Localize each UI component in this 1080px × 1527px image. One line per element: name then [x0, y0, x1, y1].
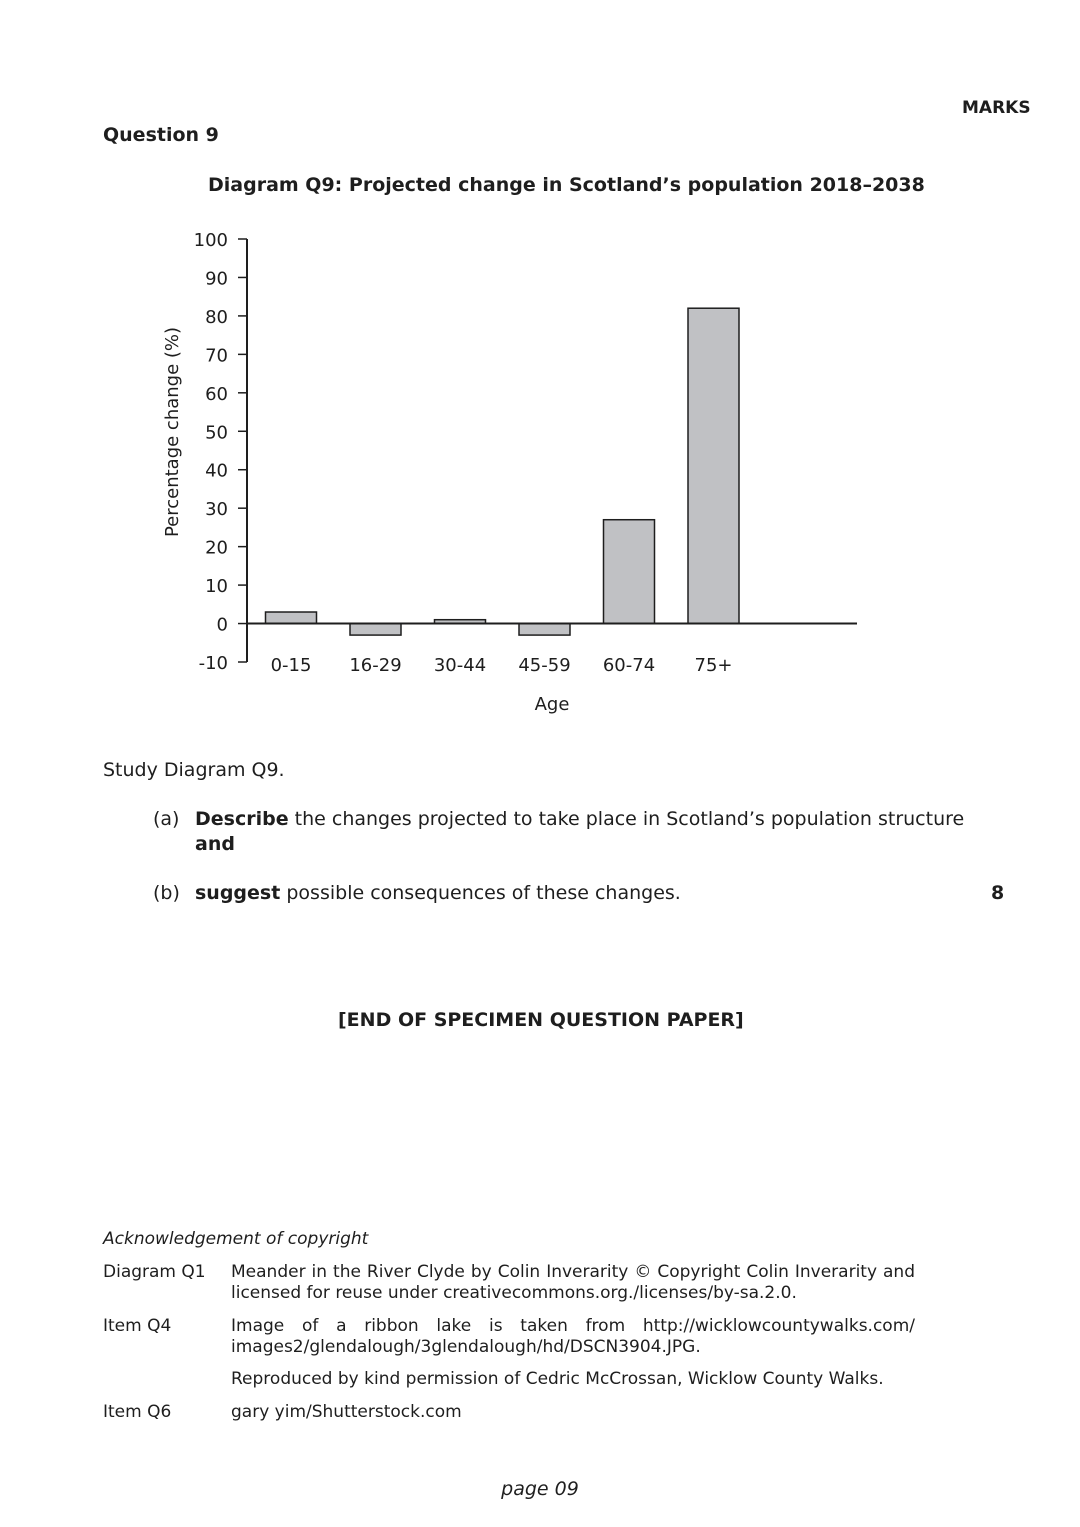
end-of-paper: [END OF SPECIMEN QUESTION PAPER]: [338, 1009, 744, 1031]
ack-label-diagram-q1: Diagram Q1: [103, 1262, 206, 1282]
part-a-label: (a): [153, 808, 180, 830]
study-instruction: Study Diagram Q9.: [103, 759, 285, 781]
diagram-title: Diagram Q9: Projected change in Scotland’s population 2018–2038: [208, 174, 925, 196]
y-tick-label: 70: [205, 345, 228, 367]
bar-16-29: [350, 624, 401, 636]
bar-45-59: [519, 624, 570, 636]
x-tick-label: 75+: [694, 655, 733, 676]
y-tick-label: 0: [216, 614, 228, 636]
part-a-command-word: Describe: [195, 808, 289, 830]
ack-text-item-q6: gary yim/Shutterstock.com: [231, 1402, 462, 1422]
y-tick-label: 30: [205, 499, 228, 521]
bars: [266, 308, 740, 635]
y-axis-label: Percentage change (%): [162, 326, 183, 538]
y-tick-label: 10: [205, 576, 228, 598]
bar-60-74: [604, 520, 655, 624]
ack-text-item-q4-permission: Reproduced by kind permission of Cedric McCrossan, Wicklow County Walks.: [231, 1369, 884, 1389]
marks-header: MARKS: [962, 98, 1031, 118]
y-tick-label: 100: [193, 230, 228, 251]
y-tick-label: 80: [205, 306, 228, 328]
question-title: Question 9: [103, 124, 219, 146]
part-b-command-word: suggest: [195, 882, 281, 904]
x-tick-label: 60-74: [602, 655, 656, 676]
x-tick-label: 30-44: [433, 655, 487, 676]
part-a-text: [195, 808, 964, 830]
y-tick-label: 90: [205, 268, 228, 290]
acknowledgement-title: Acknowledgement of copyright: [103, 1229, 369, 1249]
x-tick-label: 45-59: [518, 655, 571, 676]
y-tick-label: 20: [205, 537, 228, 559]
y-tick-label: 60: [205, 383, 228, 405]
y-tick-label: -10: [198, 653, 228, 674]
part-b-body: possible consequences of these changes.: [280, 882, 681, 904]
x-axis-tick-labels: [271, 655, 733, 676]
part-b-text: [195, 882, 681, 904]
x-tick-label: 0-15: [270, 655, 312, 676]
part-b-label: (b): [153, 882, 180, 904]
bar-75+: [688, 308, 739, 623]
y-axis-ticks: [194, 230, 247, 674]
part-a-and: [195, 833, 235, 855]
ack-text-item-q4: Image of a ribbon lake is taken from http://wicklowcountywalks.com/ images2/glendalough/3glendalough/hd/DSCN3904.JPG.: [231, 1316, 915, 1357]
marks-value: 8: [991, 882, 1005, 904]
bar-0-15: [266, 612, 317, 624]
part-a-conjunction: and: [195, 833, 235, 855]
y-tick-label: 50: [205, 422, 228, 444]
page-number: page 09: [501, 1478, 579, 1500]
y-tick-label: 40: [205, 460, 228, 482]
ack-label-item-q4: Item Q4: [103, 1316, 172, 1336]
ack-label-item-q6: Item Q6: [103, 1402, 172, 1422]
x-axis-label: Age: [534, 694, 570, 715]
bar-chart: [0, 0, 1080, 740]
x-tick-label: 16-29: [349, 655, 402, 676]
part-a-body: the changes projected to take place in Scotland’s population structure: [288, 808, 965, 830]
ack-text-diagram-q1: Meander in the River Clyde by Colin Inverarity © Copyright Colin Inverarity and licensed for reuse under creativecommons.org./licenses/by-sa.2.0.: [231, 1262, 915, 1303]
